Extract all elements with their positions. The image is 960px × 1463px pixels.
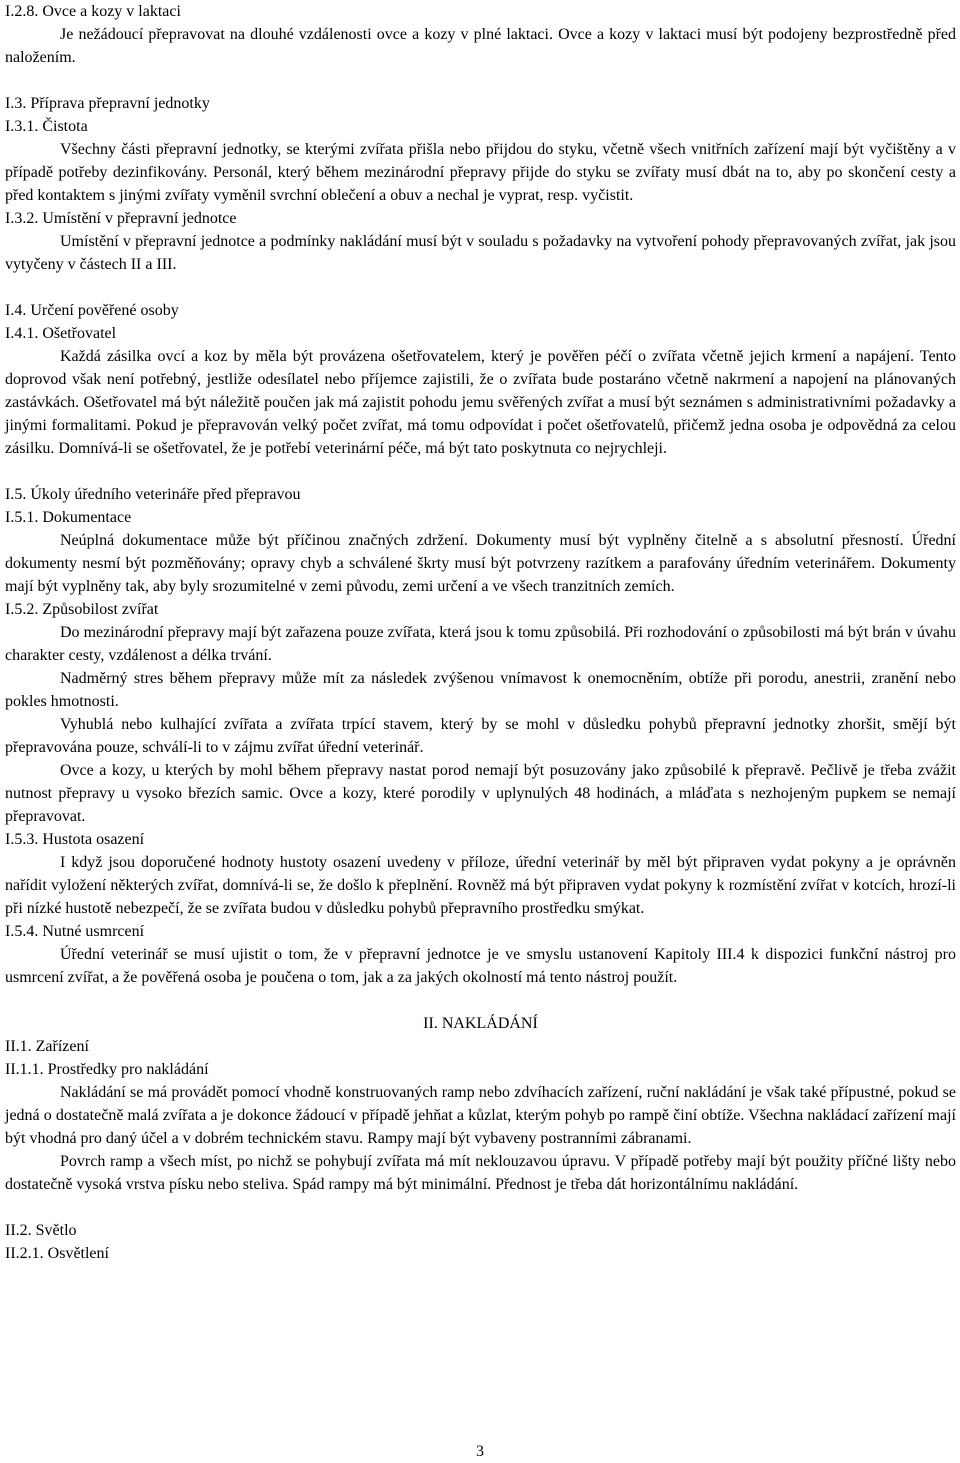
section-heading: I.2.8. Ovce a kozy v laktaci xyxy=(5,3,181,20)
paragraph: Každá zásilka ovcí a koz by měla být provázena ošetřovatelem, který je pověřen péčí o zvířata včetně jejich krmení a napájení. Tento doprovod však není potřebný, jestliže odesílatel nebo příjemce zajistili, že o zvířata bude postaráno včetně nakrmení a napojení na plánovaných zastávkách. Ošetřovatel má být náležitě poučen jak má zajistit pohodu jemu svěřených zvířat a musí být seznámen s administrativními požadavky a jinými formalitami. Pokud je přepravován velký počet zvířat, má tomu odpovídat i počet ošetřovatelů, přičemž jedna osoba je odpovědná za celou zásilku. Domnívá-li se ošetřovatel, že je potřebí veterinární péče, má být tato poskytnuta co nejrychleji. xyxy=(5,348,956,457)
paragraph: Úřední veterinář se musí ujistit o tom, že v přepravní jednotce je ve smyslu ustanovení Kapitoly III.4 k dispozici funkční nástroj pro usmrcení zvířat, a že pověřená osoba je poučena o tom, jak a za jakých okolností má tento nástroj použít. xyxy=(5,946,956,986)
section-heading: II.2. Světlo xyxy=(5,1222,77,1239)
section-heading: I.5.1. Dokumentace xyxy=(5,509,132,526)
section-heading: I.5.4. Nutné usmrcení xyxy=(5,923,145,940)
paragraph: Nadměrný stres během přepravy může mít za následek zvýšenou vnímavost k onemocněním, obtíže při porodu, anestrii, zranění nebo pokles hmotnosti. xyxy=(5,670,956,710)
document-body xyxy=(5,0,956,1265)
paragraph: Vyhublá nebo kulhající zvířata a zvířata trpící stavem, který by se mohl v důsledku pohybů přepravní jednotky zhoršit, smějí být přepravována pouze, schválí-li to v zájmu zvířat úřední veterinář. xyxy=(5,716,956,756)
section-heading: II.1. Zařízení xyxy=(5,1038,89,1055)
page-number: 3 xyxy=(476,1443,484,1460)
paragraph: Povrch ramp a všech míst, po nichž se pohybují zvířata má mít neklouzavou úpravu. V případě potřeby mají být použity příčné lišty nebo dostatečně vysoká vrstva písku nebo steliva. Spád rampy má být minimální. Přednost je třeba dát horizontálnímu nakládání. xyxy=(5,1153,956,1193)
section-heading: I.5. Úkoly úředního veterináře před přepravou xyxy=(5,486,301,503)
section-heading: I.3.1. Čistota xyxy=(5,118,88,135)
paragraph: Všechny části přepravní jednotky, se kterými zvířata přišla nebo přijdou do styku, včetně všech vnitřních zařízení mají být vyčištěny a v případě potřeby dezinfikovány. Personál, který během mezinárodní přepravy přijde do styku se zvířaty musí dbát na to, aby po skončení cesty a před kontaktem s jinými zvířaty vyměnil svrchní oblečení a obuv a nechal je vyprat, resp. vyčistit. xyxy=(5,141,956,204)
paragraph: Je nežádoucí přepravovat na dlouhé vzdálenosti ovce a kozy v plné laktaci. Ovce a kozy v laktaci musí být podojeny bezprostředně před naložením. xyxy=(5,26,956,66)
section-heading: I.3. Příprava přepravní jednotky xyxy=(5,95,210,112)
paragraph: Nakládání se má provádět pomocí vhodně konstruovaných ramp nebo zdvíhacích zařízení, ruční nakládání je však také přípustné, pokud se jedná o dostatečně malá zvířata a je dokonce žádoucí v případě jehňat a kůzlat, kterým pohyb po rampě činí obtíže. Všechna nakládací zařízení mají být vhodná pro daný účel a v dobrém technickém stavu. Rampy mají být vybaveny postranními zábranami. xyxy=(5,1084,956,1147)
blank-line xyxy=(5,69,956,92)
blank-line xyxy=(5,460,956,483)
section-heading: II.1.1. Prostředky pro nakládání xyxy=(5,1061,209,1078)
paragraph: I když jsou doporučené hodnoty hustoty osazení uvedeny v příloze, úřední veterinář by měl být připraven vydat pokyny a je oprávněn nařídit vyložení některých zvířat, domnívá-li se, že došlo k přeplnění. Rovněž má být připraven vydat pokyny k rozmístění zvířat v kotcích, hrozí-li při nízké hustotě nebezpečí, že se zvířata budou v důsledku pohybů přepravního prostředku smýkat. xyxy=(5,854,956,917)
section-heading: II.2.1. Osvětlení xyxy=(5,1245,109,1262)
paragraph: Neúplná dokumentace může být příčinou značných zdržení. Dokumenty musí být vyplněny čitelně a s absolutní přesností. Úřední dokumenty nesmí být pozměňovány; opravy chyb a schválené škrty musí být potvrzeny razítkem a parafovány úředním veterinářem. Dokumenty mají být vyplněny tak, aby byly srozumitelné v zemi původu, zemi určení a ve všech tranzitních zemích. xyxy=(5,532,956,595)
paragraph: Do mezinárodní přepravy mají být zařazena pouze zvířata, která jsou k tomu způsobilá. Při rozhodování o způsobilosti má být brán v úvahu charakter cesty, vzdálenost a délka trvání. xyxy=(5,624,956,664)
blank-line xyxy=(5,276,956,299)
section-heading: I.4.1. Ošetřovatel xyxy=(5,325,117,342)
blank-line xyxy=(5,989,956,1012)
section-heading: I.4. Určení pověřené osoby xyxy=(5,302,179,319)
paragraph: Umístění v přepravní jednotce a podmínky nakládání musí být v souladu s požadavky na vytvoření pohody přepravovaných zvířat, jak jsou vytyčeny v částech II a III. xyxy=(5,233,956,273)
paragraph: Ovce a kozy, u kterých by mohl během přepravy nastat porod nemají být posuzovány jako způsobilé k přepravě. Pečlivě je třeba zvážit nutnost přepravy u vysoko březích samic. Ovce a kozy, které porodily v uplynulých 48 hodinách, a mláďata s nezhojeným pupkem se nemají přepravovat. xyxy=(5,762,956,825)
chapter-title: II. NAKLÁDÁNÍ xyxy=(423,1015,538,1032)
section-heading: I.5.2. Způsobilost zvířat xyxy=(5,601,159,618)
section-heading: I.5.3. Hustota osazení xyxy=(5,831,145,848)
section-heading: I.3.2. Umístění v přepravní jednotce xyxy=(5,210,237,227)
blank-line xyxy=(5,1196,956,1219)
